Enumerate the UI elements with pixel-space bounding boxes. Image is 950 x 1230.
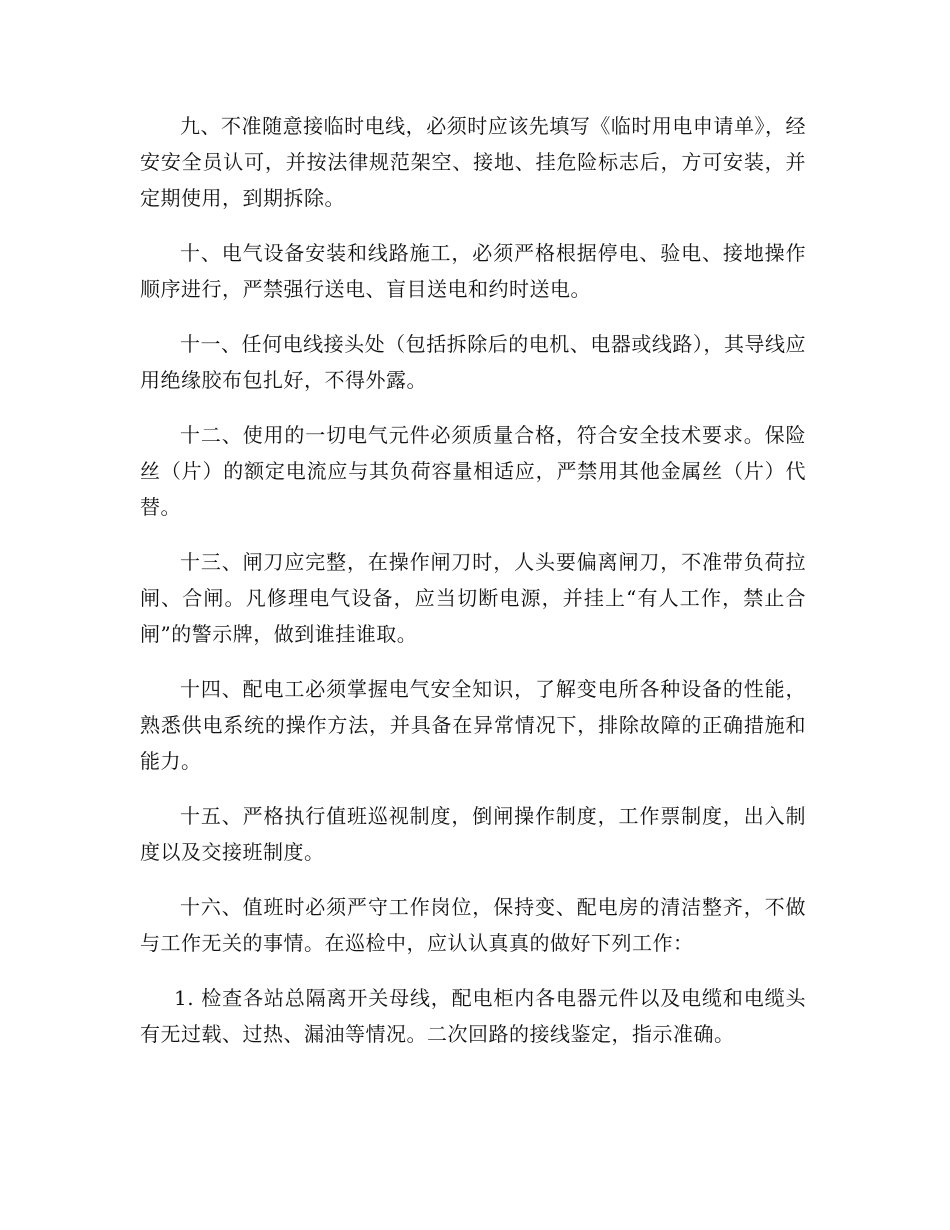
- paragraph-rule-14: 十四、配电工必须掌握电气安全知识，了解变电所各种设备的性能，熟悉供电系统的操作方法，并具备在异常情况下，排除故障的正确措施和能力。: [140, 677, 806, 773]
- document-body: [140, 108, 806, 1052]
- paragraph-rule-16: 十六、值班时必须严守工作岗位，保持变、配电房的清洁整齐，不做与工作无关的事情。在巡检中，应认认真真的做好下列工作：: [140, 895, 806, 955]
- paragraph-rule-12: 十二、使用的一切电气元件必须质量合格，符合安全技术要求。保险丝（片）的额定电流应与其负荷容量相适应，严禁用其他金属丝（片）代替。: [140, 423, 806, 519]
- paragraph-rule-11: 十一、任何电线接头处（包括拆除后的电机、电器或线路），其导线应用绝缘胶布包扎好，不得外露。: [140, 332, 806, 392]
- paragraph-rule-9: 九、不准随意接临时电线，必须时应该先填写《临时用电申请单》，经安安全员认可，并按法律规范架空、接地、挂危险标志后，方可安装，并定期使用，到期拆除。: [140, 114, 806, 210]
- list-item-1: 1. 检查各站总隔离开关母线，配电柜内各电器元件以及电缆和电缆头有无过载、过热、漏油等情况。二次回路的接线鉴定，指示准确。: [140, 986, 806, 1046]
- paragraph-rule-10: 十、电气设备安装和线路施工，必须严格根据停电、验电、接地操作顺序进行，严禁强行送电、盲目送电和约时送电。: [140, 241, 806, 301]
- paragraph-rule-13: 十三、闸刀应完整，在操作闸刀时，人头要偏离闸刀，不准带负荷拉闸、合闸。凡修理电气设备，应当切断电源，并挂上“有人工作，禁止合闸”的警示牌，做到谁挂谁取。: [140, 550, 806, 646]
- paragraph-rule-15: 十五、严格执行值班巡视制度，倒闸操作制度，工作票制度，出入制度以及交接班制度。: [140, 804, 806, 864]
